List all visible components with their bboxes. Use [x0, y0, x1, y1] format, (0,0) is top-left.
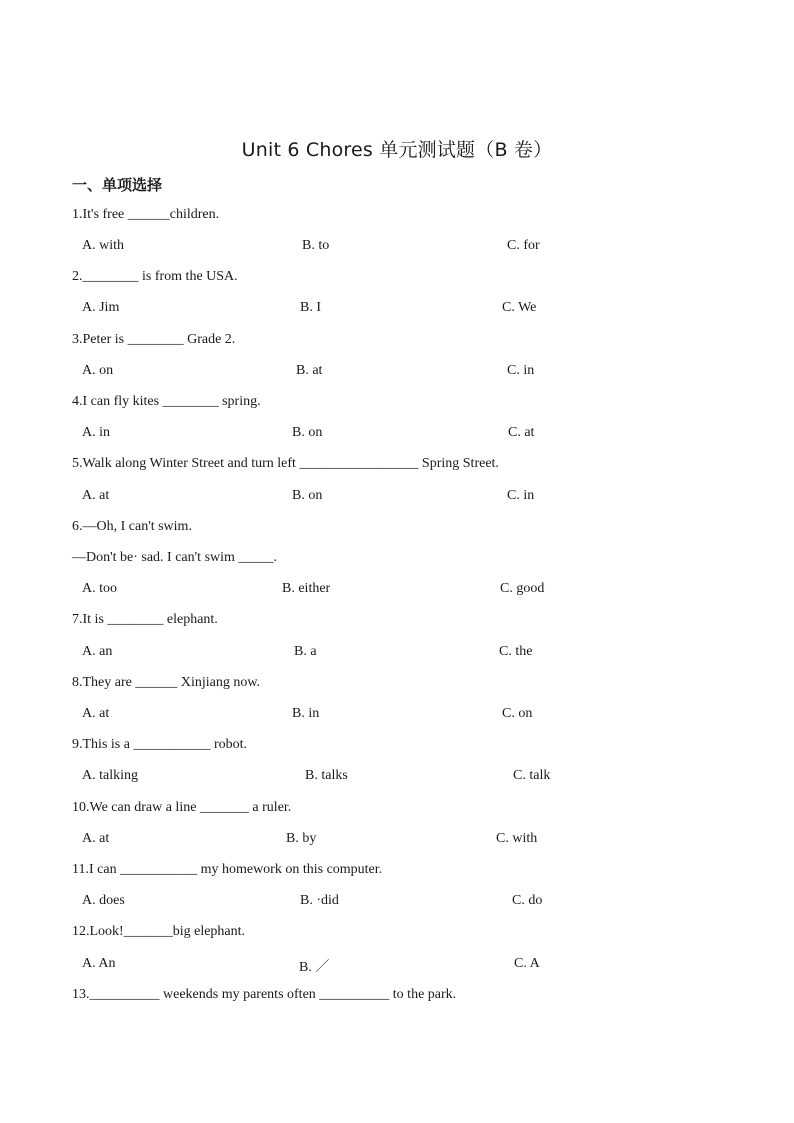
option-b: B. to	[302, 238, 330, 253]
option-c: C. good	[500, 581, 545, 596]
option-c: C. for	[507, 238, 540, 253]
question-stem: 3.Peter is ________ Grade 2.	[72, 332, 236, 347]
option-c: C. with	[496, 831, 538, 846]
option-a: A. with	[82, 238, 124, 253]
option-b: B. a	[294, 644, 317, 659]
option-a: A. in	[82, 425, 110, 440]
question-stem: 13.__________ weekends my parents often __________ to the park.	[72, 987, 457, 1002]
option-a: A. Jim	[82, 300, 120, 315]
option-a: A. at	[82, 488, 110, 503]
option-b: B. at	[296, 363, 323, 378]
option-c: C. the	[499, 644, 533, 659]
option-a: A. An	[82, 956, 116, 971]
option-a: A. at	[82, 706, 110, 721]
option-c: C. talk	[513, 768, 551, 783]
page-title: Unit 6 Chores 单元测试题（B 卷）	[241, 139, 553, 161]
option-b: B. on	[292, 488, 323, 503]
option-c: C. We	[502, 300, 537, 315]
option-a: A. too	[82, 581, 117, 596]
option-b: B. by	[286, 831, 317, 846]
question-stem: 2.________ is from the USA.	[72, 269, 238, 284]
option-a: A. an	[82, 644, 113, 659]
question-stem: 5.Walk along Winter Street and turn left _________________ Spring Street.	[72, 456, 499, 471]
question-stem: 6.—Oh, I can't swim.	[72, 519, 192, 534]
option-b: B. on	[292, 425, 323, 440]
question-stem: 7.It is ________ elephant.	[72, 612, 218, 627]
question-stem: 8.They are ______ Xinjiang now.	[72, 675, 261, 690]
question-stem: 10.We can draw a line _______ a ruler.	[72, 800, 292, 815]
option-c: C. do	[512, 893, 543, 908]
option-b: B. ／	[299, 960, 330, 975]
section-heading: 一、单项选择	[72, 176, 163, 194]
option-c: C. in	[507, 363, 535, 378]
option-b: B. talks	[305, 768, 348, 783]
option-a: A. at	[82, 831, 110, 846]
option-b: B. ·did	[300, 893, 339, 908]
option-c: C. on	[502, 706, 533, 721]
question-stem: 11.I can ___________ my homework on this computer.	[72, 862, 383, 877]
option-c: C. at	[508, 425, 535, 440]
question-stem: 9.This is a ___________ robot.	[72, 737, 247, 752]
question-stem-reply: —Don't be· sad. I can't swim _____.	[72, 550, 277, 565]
option-c: C. A	[514, 956, 540, 971]
option-a: A. does	[82, 893, 125, 908]
option-a: A. talking	[82, 768, 138, 783]
question-stem: 1.It's free ______children.	[72, 207, 220, 222]
question-stem: 4.I can fly kites ________ spring.	[72, 394, 261, 409]
option-a: A. on	[82, 363, 114, 378]
question-stem: 12.Look!_______big elephant.	[72, 924, 246, 939]
option-b: B. I	[300, 300, 321, 315]
option-b: B. either	[282, 581, 331, 596]
option-b: B. in	[292, 706, 320, 721]
option-c: C. in	[507, 488, 535, 503]
